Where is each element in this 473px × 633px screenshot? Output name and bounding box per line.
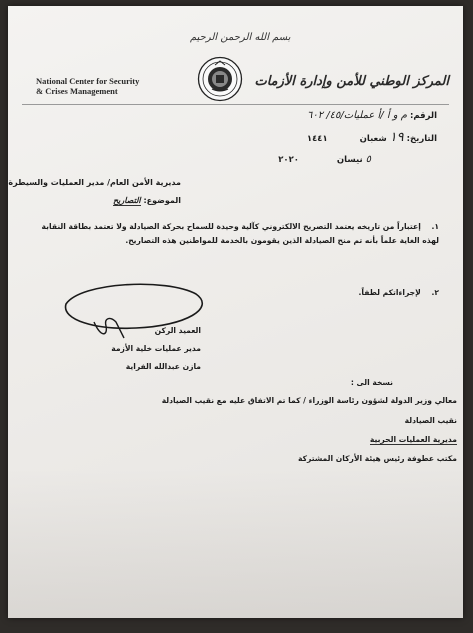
paragraph-1-text: إعتباراً من تاريخه يعتمد التصريح الالكتروني كآلية وحيدة للسماح بحركة الصيادلة ولا تعتمد بطاقة النقابة لهذه الغاية علماً بأنه تم منح الصيادلة الذين يقومون بالخدمة للمواطنين هذه التصاريح. [41,222,439,245]
page-shadow [8,468,463,618]
copies-label: نسخة الى : [350,378,393,387]
hijri-year: ١٤٤١ [306,134,328,144]
hijri-day: ١٩ [389,130,404,145]
greg-month: نيسان [336,155,363,165]
subject-label: الموضوع: [143,196,181,205]
header-divider [22,104,449,105]
copy-item-1: معالي وزير الدولة لشؤون رئاسة الوزراء / كما تم الاتفاق عليه مع نقيب الصيادلة [161,396,457,405]
subject-line [113,196,181,205]
greg-year: ٢٠٢٠ [278,155,299,165]
reference-date [307,130,437,145]
handwritten-signature-icon [46,278,216,348]
copy-item-4: مكتب عطوفة رئيس هيئة الأركان المشتركة [297,454,457,463]
ref-number-label: الرقم: [409,111,437,121]
paragraph-2-number: ٢. [431,288,439,297]
signatory-name: مازن عبدالله الفراية [125,362,201,371]
basmala-calligraphy: بسم الله الرحمن الرحيم [190,32,291,43]
hijri-month: شعبان [359,134,387,144]
paragraph-2-text: لإجراءاتكم لطفاً. [358,288,421,297]
ref-number-value: م و أ /أ عمليات/٤٥/ ٦٠٢ [306,110,407,121]
letter-page [8,6,463,618]
paragraph-2 [359,286,439,300]
copy-item-2: نقيب الصيادلة [404,416,457,425]
ref-date-label: التاريخ: [406,134,437,144]
organization-name-ar: المركز الوطني للأمن وإدارة الأزمات [254,74,449,89]
paragraph-1-number: ١. [431,222,439,231]
reference-number [307,110,437,121]
org-en-line1: National Center for Security [36,76,140,86]
crest-emblem-icon [197,56,243,102]
gregorian-date [278,154,371,165]
copy-item-3: مديرية العمليات الحربية [369,435,457,444]
paragraph-1 [28,220,439,248]
organization-name-en [36,76,139,96]
greg-day: ٥ [365,154,371,165]
addressee: مديرية الأمن العام/ مدير العمليات والسيطرة [8,178,181,187]
subject-value: التصاريح [112,196,141,205]
org-en-line2: & Crises Management [36,86,118,96]
signatory-title: مدير عمليات خلية الأزمة [111,344,201,353]
signatory-rank: العميد الركن [154,326,201,335]
